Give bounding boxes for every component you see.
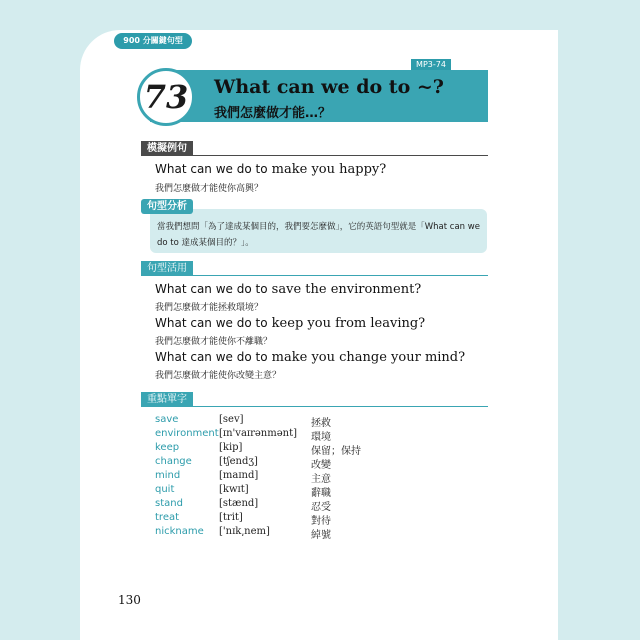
sentence-rest: save the environment? bbox=[267, 282, 422, 297]
vocab-meaning: 改變 bbox=[311, 460, 331, 471]
vocab-ipa: [kwɪt] bbox=[219, 484, 249, 495]
vocab-word: save bbox=[155, 414, 179, 425]
vocab-row bbox=[0, 470, 640, 484]
vocab-row bbox=[0, 456, 640, 470]
section-label-model: 模擬例句 bbox=[141, 141, 193, 156]
vocab-word: treat bbox=[155, 512, 180, 523]
sentence-rest: keep you from leaving? bbox=[267, 316, 426, 331]
vocab-ipa: [tʃendʒ] bbox=[219, 456, 258, 467]
analysis-text: 當我們想問「為了達成某個目的，我們要怎麼做」，它的英語句型就是「What can we do to 達成某個目的？」。 bbox=[157, 222, 480, 248]
vocab-meaning: 主意 bbox=[311, 474, 331, 485]
section-divider bbox=[141, 406, 488, 407]
vocab-row bbox=[0, 414, 640, 428]
vocab-ipa: [ɪn'vaɪrənmənt] bbox=[219, 428, 297, 439]
vocab-ipa: [stænd] bbox=[219, 498, 259, 509]
vocab-row bbox=[0, 498, 640, 512]
audio-tag: MP3-74 bbox=[411, 59, 451, 71]
pattern-highlight: What can we do to bbox=[155, 162, 268, 176]
vocab-word: keep bbox=[155, 442, 180, 453]
usage-sentence-zh: 我們怎麼做才能使你不離職？ bbox=[155, 337, 273, 347]
usage-sentence-en bbox=[155, 282, 421, 297]
vocab-ipa: [kip] bbox=[219, 442, 243, 453]
vocab-word: change bbox=[155, 456, 192, 467]
usage-sentence-en bbox=[155, 316, 425, 331]
vocab-ipa: ['nɪk͵nem] bbox=[219, 526, 270, 537]
lesson-title-en: What can we do to ~? bbox=[214, 76, 444, 98]
usage-sentence-en bbox=[155, 350, 465, 365]
vocab-word: stand bbox=[155, 498, 183, 509]
vocab-row bbox=[0, 442, 640, 456]
vocab-meaning: 辭職 bbox=[311, 488, 331, 499]
pattern-highlight: What can we do to bbox=[155, 282, 268, 296]
vocab-row bbox=[0, 484, 640, 498]
vocab-ipa: [sev] bbox=[219, 414, 244, 425]
section-divider bbox=[141, 155, 488, 156]
model-sentence-en bbox=[155, 162, 386, 177]
vocab-ipa: [trit] bbox=[219, 512, 243, 523]
section-label-analysis: 句型分析 bbox=[141, 199, 193, 214]
vocab-word: nickname bbox=[155, 526, 204, 537]
vocab-meaning: 拯救 bbox=[311, 418, 331, 429]
vocab-row bbox=[0, 512, 640, 526]
section-label-usage: 句型活用 bbox=[141, 261, 193, 276]
page-number: 130 bbox=[118, 593, 141, 607]
lesson-title-zh: 我們怎麼做才能…？ bbox=[214, 106, 332, 121]
lesson-number-badge bbox=[137, 68, 195, 126]
vocab-word: quit bbox=[155, 484, 175, 495]
vocab-ipa: [maɪnd] bbox=[219, 470, 259, 481]
model-sentence-zh: 我們怎麼做才能使你高興？ bbox=[155, 184, 264, 194]
vocab-word: environment bbox=[155, 428, 219, 439]
section-divider bbox=[141, 275, 488, 276]
series-tab: 900 分關鍵句型 bbox=[114, 33, 192, 49]
sentence-rest: make you happy? bbox=[267, 162, 387, 177]
vocab-word: mind bbox=[155, 470, 181, 481]
pattern-highlight: What can we do to bbox=[155, 316, 268, 330]
vocab-meaning: 保留；保持 bbox=[311, 446, 361, 457]
section-label-vocab: 重點單字 bbox=[141, 392, 193, 407]
usage-sentence-zh: 我們怎麼做才能拯救環境？ bbox=[155, 303, 264, 313]
lesson-number: 73 bbox=[143, 78, 189, 116]
vocab-meaning: 忍受 bbox=[311, 502, 331, 513]
sentence-rest: make you change your mind? bbox=[267, 350, 466, 365]
usage-sentence-zh: 我們怎麼做才能使你改變主意？ bbox=[155, 371, 282, 381]
vocab-meaning: 對待 bbox=[311, 516, 331, 527]
vocab-row bbox=[0, 428, 640, 442]
vocab-meaning: 環境 bbox=[311, 432, 331, 443]
vocab-row bbox=[0, 526, 640, 540]
pattern-highlight: What can we do to bbox=[155, 350, 268, 364]
vocab-meaning: 綽號 bbox=[311, 530, 331, 541]
